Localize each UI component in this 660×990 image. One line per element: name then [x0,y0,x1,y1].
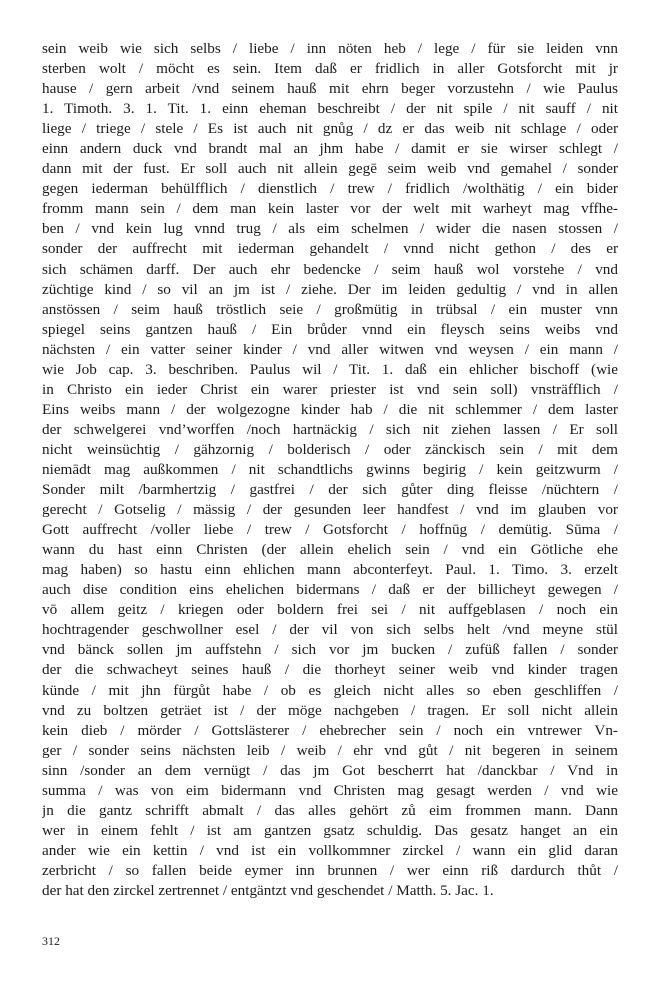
text-line: nicht weinsüchtig / gähzornig / bolderisch / oder zänckisch sein / mit dem [42,440,618,458]
text-line: gegen iederman behülfflich / dienstlich / trew / fridlich /wolthätig / ein bider [42,180,618,198]
text-line: wer in einem fehlt / ist am gantzen gsatz schuldig. Das gesatz hanget an ein [42,821,618,839]
text-line: summa / was von eim bidermann vnd Christen mag gesagt werden / vnd wie [42,781,618,799]
text-line: sinn /sonder an dem vernügt / das jm Got bescherrt hat /danckbar / Vnd in [42,761,618,779]
text-line: vnd bänck sollen jm auffstehn / sich vor jm bucken / zufüß fallen / sonder [42,641,618,659]
text-line: sonder der auffrecht mit iederman gehandelt / vnnd nicht gethon / des er [42,240,618,258]
text-line: ander wie ein kettin / vnd ist ein vollkommner zirckel / wann ein glid daran [42,841,618,859]
text-line: spiegel seins gantzen hauß / Ein brůder vnnd ein fleysch seins weibs vnd [42,320,618,338]
text-line: kein dieb / mörder / Gottslästerer / ehebrecher sein / noch ein vntrewer Vn- [42,721,618,739]
text-line: künde / mit jhn fürgůt habe / ob es gleich nicht alles so eben geschliffen / [42,681,618,699]
text-line: hause / gern arbeit /vnd seinem hauß mit ehrn beger vorzustehn / wie Paulus [42,80,618,98]
text-line: anstössen / seim hauß tröstlich seie / großmütig in trübsal / ein muster vnn [42,300,618,318]
text-line: niemādt mag außkommen / nit schandtlichs gwinns begirig / kein geitzwurm / [42,460,618,478]
text-line: liege / triege / stele / Es ist auch nit gnůg / dz er das weib nit schlage / oder [42,120,618,138]
text-line: der die schwacheyt seines hauß / die thorheyt seiner weib vnd kinder tragen [42,661,618,679]
text-line: sterben wolt / möcht es sein. Item daß er fridlich in aller Gotsforcht mit jr [42,60,618,78]
text-line: vō allem geitz / kriegen oder boldern frei sei / nit auffgeblasen / noch ein [42,601,618,619]
text-line: sich schämen darff. Der auch ehr bedencke / seim hauß wol vorstehe / vnd [42,260,618,278]
text-line: nächsten / ein vatter seiner kinder / vnd aller witwen vnd weysen / ein mann / [42,340,618,358]
text-line: hochtragender geschwollner esel / der vil von sich selbs helt /vnd meyne stül [42,621,618,639]
text-line: Sonder milt /barmhertzig / gastfrei / der sich gůter ding fleisse /nüchtern / [42,481,618,499]
text-line: der hat den zirckel zertrennet / entgäntzt vnd geschendet / Matth. 5. Jac. 1. [42,881,494,899]
text-line: fromm mann sein / dem man kein laster vor der welt mit warheyt mag vffhe- [42,200,618,218]
text-line: züchtige kind / so vil an jm ist / ziehe. Der im leiden gedultig / vnd in allen [42,280,618,298]
body-text [42,39,618,901]
text-line: wann du hast einn Christen (der allein ehelich sein / vnd ein Götliche ehe [42,541,618,559]
text-line: Gott auffrecht /voller liebe / trew / Gotsforcht / hoffnūg / demütig. Sūma / [42,521,618,539]
text-line: vnd zu boltzen geträet ist / der möge nachgeben / tragen. Er soll nicht allein [42,701,618,719]
page-number: 312 [42,934,60,948]
text-line: gerecht / Gotselig / mässig / der gesunden leer handfest / vnd im glauben vor [42,501,618,519]
text-line: jn die gantz schrifft abmalt / das alles gehört zů eim frommen mann. Dann [42,801,618,819]
text-line: mag haben) so hastu einn ehlichen mann abconterfeyt. Paul. 1. Timo. 3. erzelt [42,561,618,579]
text-line: 1. Timoth. 3. 1. Tit. 1. einn eheman beschreibt / der nit spile / nit sauff / nit [42,100,618,118]
text-line: zerbricht / so fallen beide eymer inn brunnen / wer einn riß dardurch thůt / [42,861,618,879]
text-line: sein weib wie sich selbs / liebe / inn nöten heb / lege / für sie leiden vnn [42,40,618,57]
text-line: der schwelgerei vnd’worffen /noch hartnäckig / sich nit ziehen lassen / Er soll [42,420,618,438]
text-line: auch dise condition eins ehelichen bidermans / daß er der billicheyt gewegen / [42,581,618,599]
text-line: ben / vnd kein lug vnnd trug / als eim schelmen / wider die nasen stossen / [42,220,618,238]
text-line: in Christo ein ieder Christ ein warer priester ist vnd sein soll) vnsträfflich / [42,380,618,398]
text-line: einn andern duck vnd brandt mal an jhm habe / damit er sie wirser schlegt / [42,140,618,158]
text-line: wie Job cap. 3. beschriben. Paulus wil / Tit. 1. daß ein ehlicher bischoff (wie [42,360,618,378]
text-line: dann mit der fust. Er soll auch nit allein gegē seim weib vnd gemahel / sonder [42,160,618,178]
text-line: Eins weibs mann / der wolgezogne kinder hab / die nit schlemmer / dem laster [42,400,618,418]
text-line: ger / sonder seins nächsten leib / weib / ehr vnd gůt / nit begeren in seinem [42,741,618,759]
